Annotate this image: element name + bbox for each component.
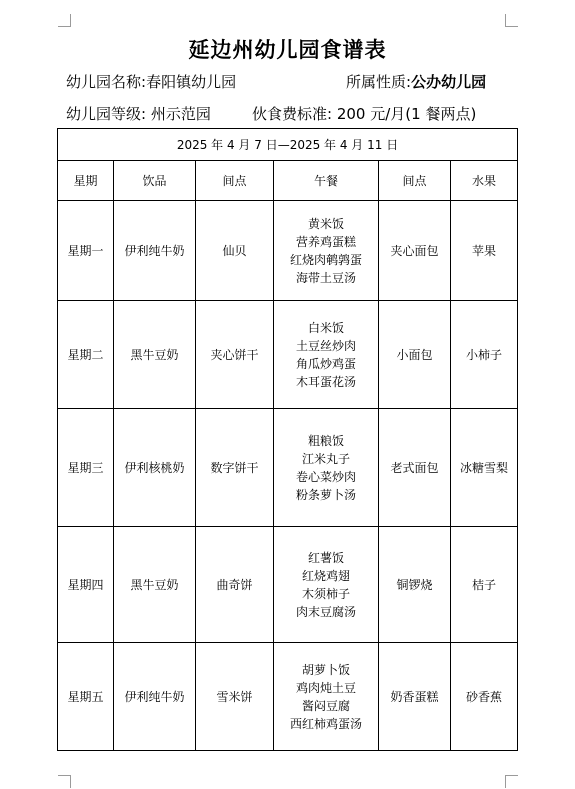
grade-line bbox=[66, 103, 211, 124]
fruit-cell: 小柿子 bbox=[451, 301, 518, 409]
snack2-cell: 夹心面包 bbox=[379, 201, 451, 301]
page-corner-mark bbox=[58, 14, 71, 27]
lunch-item: 胡萝卜饭 bbox=[301, 662, 350, 677]
lunch-item: 粉条萝卜汤 bbox=[295, 487, 356, 502]
lunch-item: 卷心菜炒肉 bbox=[295, 469, 356, 484]
lunch-item: 营养鸡蛋糕 bbox=[295, 234, 356, 249]
day-cell: 星期三 bbox=[58, 409, 114, 527]
lunch-cell bbox=[274, 201, 379, 301]
header-drink: 饮品 bbox=[114, 161, 196, 201]
drink-cell: 伊利纯牛奶 bbox=[114, 201, 196, 301]
day-cell: 星期一 bbox=[58, 201, 114, 301]
lunch-item: 角瓜炒鸡蛋 bbox=[295, 356, 356, 371]
header-row bbox=[58, 161, 518, 201]
lunch-item: 鸡肉炖土豆 bbox=[295, 680, 356, 695]
header-snack-2: 间点 bbox=[379, 161, 451, 201]
lunch-item: 白米饭 bbox=[307, 320, 344, 335]
page-corner-mark bbox=[58, 775, 71, 788]
header-day: 星期 bbox=[58, 161, 114, 201]
nature-label: 所属性质: bbox=[346, 73, 412, 91]
drink-cell: 黑牛豆奶 bbox=[114, 301, 196, 409]
snack1-cell: 曲奇饼 bbox=[196, 527, 274, 643]
day-cell: 星期五 bbox=[58, 643, 114, 751]
fruit-cell: 砂香蕉 bbox=[451, 643, 518, 751]
lunch-item: 红薯饭 bbox=[307, 550, 344, 565]
lunch-item: 酱闷豆腐 bbox=[301, 698, 350, 713]
lunch-cell bbox=[274, 527, 379, 643]
lunch-item: 红烧鸡翅 bbox=[301, 568, 350, 583]
table-row bbox=[58, 527, 518, 643]
header-lunch: 午餐 bbox=[274, 161, 379, 201]
lunch-item: 肉末豆腐汤 bbox=[295, 604, 356, 619]
table-row bbox=[58, 409, 518, 527]
lunch-item: 红烧肉鹌鹑蛋 bbox=[289, 252, 362, 267]
grade-label: 幼儿园等级: bbox=[66, 105, 147, 123]
day-cell: 星期二 bbox=[58, 301, 114, 409]
table-row bbox=[58, 301, 518, 409]
snack1-cell: 雪米饼 bbox=[196, 643, 274, 751]
fruit-cell: 冰糖雪梨 bbox=[451, 409, 518, 527]
snack2-cell: 奶香蛋糕 bbox=[379, 643, 451, 751]
snack1-cell: 仙贝 bbox=[196, 201, 274, 301]
page-corner-mark bbox=[505, 14, 518, 27]
drink-cell: 伊利核桃奶 bbox=[114, 409, 196, 527]
fee-label: 伙食费标准: bbox=[252, 105, 333, 123]
date-range: 2025 年 4 月 7 日—2025 年 4 月 11 日 bbox=[58, 129, 518, 161]
snack1-cell: 夹心饼干 bbox=[196, 301, 274, 409]
drink-cell: 伊利纯牛奶 bbox=[114, 643, 196, 751]
snack1-cell: 数字饼干 bbox=[196, 409, 274, 527]
fruit-cell: 苹果 bbox=[451, 201, 518, 301]
table-row bbox=[58, 201, 518, 301]
lunch-item: 海带土豆汤 bbox=[295, 270, 356, 285]
kindergarten-name-value: 春阳镇幼儿园 bbox=[146, 73, 237, 91]
lunch-cell bbox=[274, 643, 379, 751]
document-title: 延边州幼儿园食谱表 bbox=[188, 37, 387, 62]
snack2-cell: 老式面包 bbox=[379, 409, 451, 527]
fee-line bbox=[252, 103, 476, 124]
nature-line bbox=[346, 71, 486, 92]
kindergarten-name-label: 幼儿园名称: bbox=[66, 73, 147, 91]
date-range-row bbox=[58, 129, 518, 161]
nature-value: 公办幼儿园 bbox=[411, 73, 487, 91]
lunch-item: 木耳蛋花汤 bbox=[295, 374, 356, 389]
lunch-item: 木须柿子 bbox=[301, 586, 350, 601]
day-cell: 星期四 bbox=[58, 527, 114, 643]
header-snack-1: 间点 bbox=[196, 161, 274, 201]
snack2-cell: 铜锣烧 bbox=[379, 527, 451, 643]
fruit-cell: 桔子 bbox=[451, 527, 518, 643]
header-fruit: 水果 bbox=[451, 161, 518, 201]
table-row bbox=[58, 643, 518, 751]
kindergarten-name-line bbox=[66, 71, 236, 92]
lunch-item: 粗粮饭 bbox=[307, 433, 344, 448]
drink-cell: 黑牛豆奶 bbox=[114, 527, 196, 643]
grade-value: 州示范园 bbox=[150, 105, 211, 123]
lunch-item: 江米丸子 bbox=[301, 451, 350, 466]
fee-value: 200 元/月(1 餐两点) bbox=[336, 105, 477, 123]
snack2-cell: 小面包 bbox=[379, 301, 451, 409]
lunch-cell bbox=[274, 301, 379, 409]
lunch-item: 黄米饭 bbox=[307, 216, 344, 231]
lunch-item: 西红柿鸡蛋汤 bbox=[289, 716, 362, 731]
page-corner-mark bbox=[505, 775, 518, 788]
menu-table bbox=[57, 128, 518, 751]
lunch-item: 土豆丝炒肉 bbox=[295, 338, 356, 353]
lunch-cell bbox=[274, 409, 379, 527]
